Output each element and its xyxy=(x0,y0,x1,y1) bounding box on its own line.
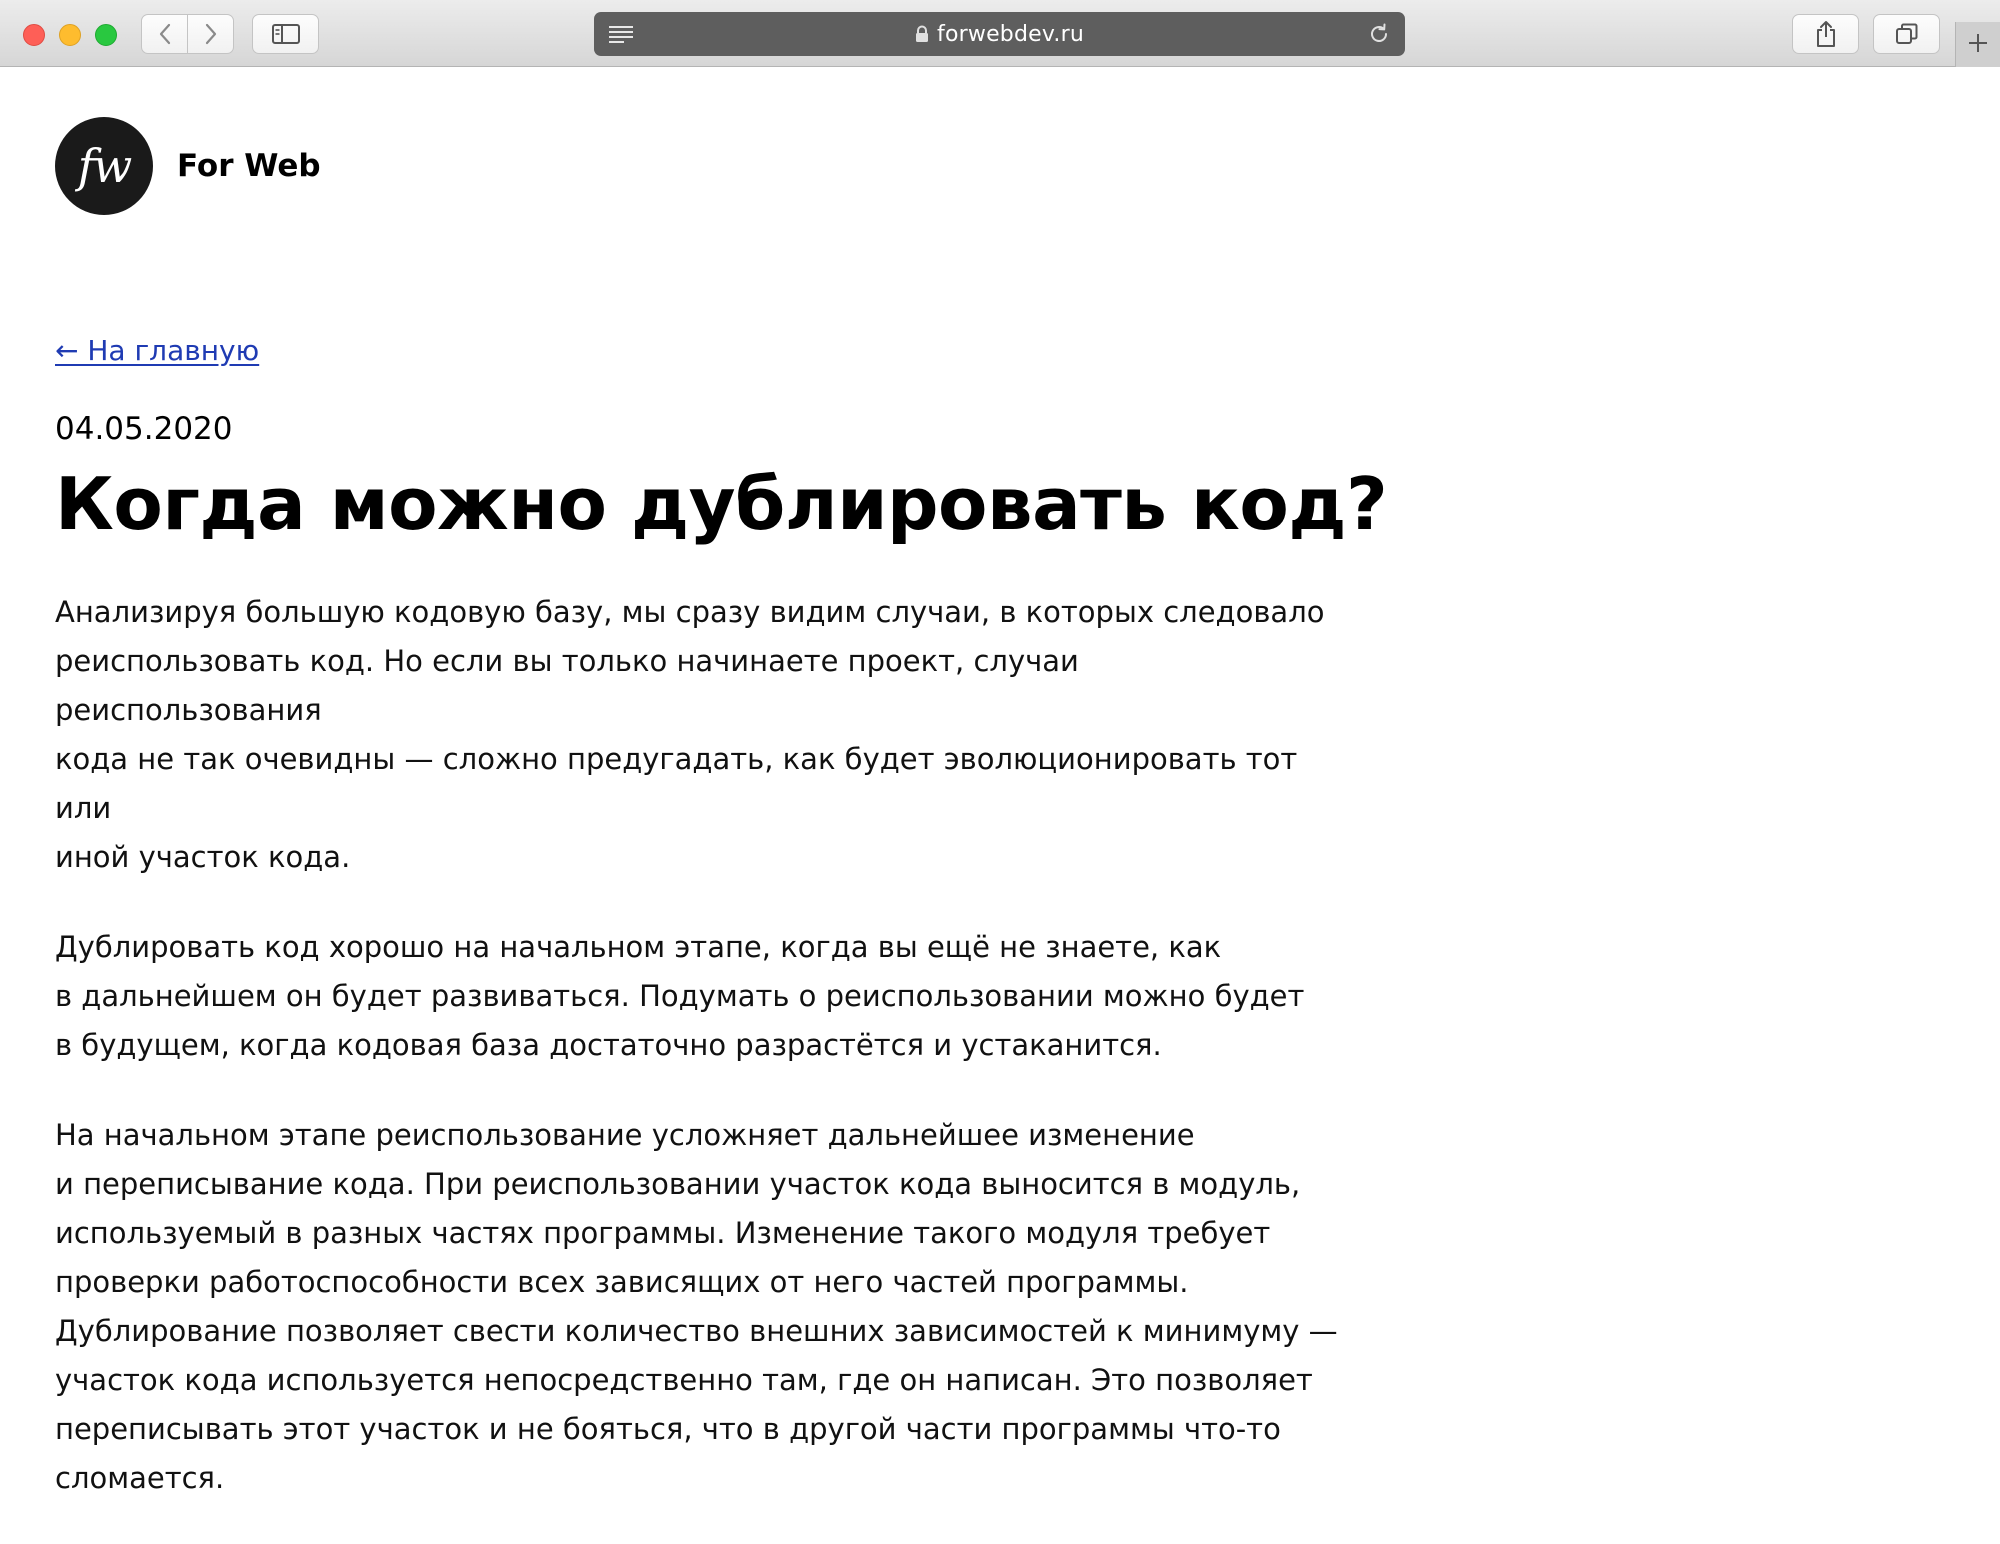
sidebar-toggle-button[interactable] xyxy=(252,14,319,54)
lock-icon xyxy=(915,25,929,43)
post-date: 04.05.2020 xyxy=(55,411,233,447)
sidebar-icon xyxy=(272,24,300,44)
forward-button[interactable] xyxy=(187,14,234,54)
article-paragraph: Дублировать код хорошо на начальном этапе, когда вы ещё не знаете, как в дальнейшем он будет развиваться. Подумать о реиспользовании можно будет в будущем, когда кодовая база достаточно разрастётся и устаканится. xyxy=(55,930,1305,1062)
article-paragraph: На начальном этапе реиспользование усложняет дальнейшее изменение и переписывание кода. При реиспользовании участок кода выносится в модуль, используемый в разных частях программы. Изменение такого модуля требует проверки работоспособности всех зависящих от него частей программы. Дублирование позволяет свести количество внешних зависимостей к минимуму — участок кода используется непосредственно там, где он написан. Это позволяет переписывать этот участок и не бояться, что в другой части программы что-то сломается. xyxy=(55,1118,1338,1495)
share-button[interactable] xyxy=(1792,14,1859,54)
browser-toolbar xyxy=(0,0,2000,67)
site-logo[interactable]: fw xyxy=(55,117,153,215)
zoom-window-button[interactable] xyxy=(95,24,117,46)
site-name[interactable]: For Web xyxy=(177,148,321,184)
article-body xyxy=(55,588,1345,1544)
new-tab-button[interactable] xyxy=(1955,22,2000,67)
tabs-icon xyxy=(1895,22,1919,46)
tab-overview-button[interactable] xyxy=(1873,14,1940,54)
chevron-left-icon xyxy=(158,23,172,45)
chevron-right-icon xyxy=(204,23,218,45)
article-paragraph: Анализируя большую кодовую базу, мы сразу видим случаи, в которых следовало реиспользовать код. Но если вы только начинаете проект, случаи реиспользования кода не так очевидны — сложно предугадать, как будет эволюционировать тот или иной участок кода. xyxy=(55,595,1325,874)
close-window-button[interactable] xyxy=(23,24,45,46)
url-text: forwebdev.ru xyxy=(937,21,1084,47)
reload-icon[interactable] xyxy=(1367,22,1391,50)
minimize-window-button[interactable] xyxy=(59,24,81,46)
reader-view-icon[interactable] xyxy=(608,24,634,48)
page-title: Когда можно дублировать код? xyxy=(55,462,1388,546)
site-header xyxy=(55,117,321,215)
share-icon xyxy=(1815,20,1837,48)
plus-icon xyxy=(1967,32,1989,58)
address-bar[interactable] xyxy=(594,12,1405,56)
home-back-link[interactable]: ← На главную xyxy=(55,334,260,367)
back-button[interactable] xyxy=(141,14,188,54)
